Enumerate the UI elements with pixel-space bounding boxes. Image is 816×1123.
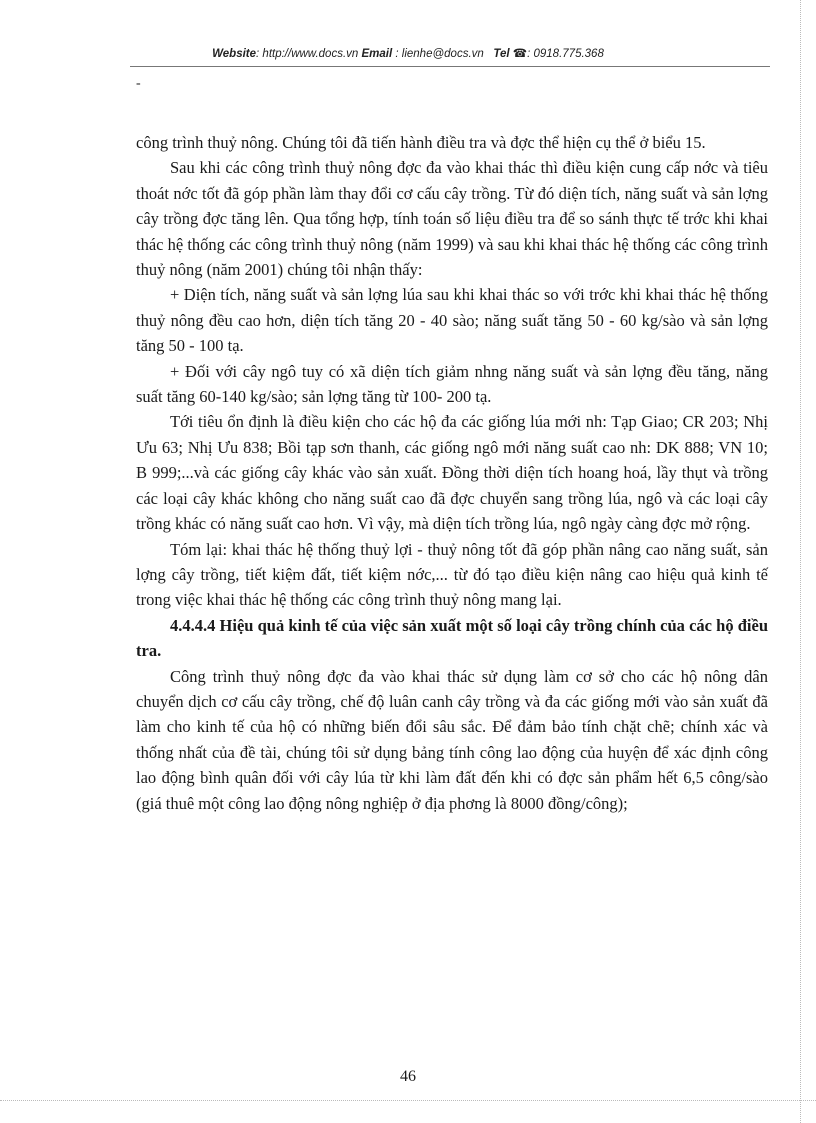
page-border-bottom [0,1100,816,1101]
page-header [0,46,816,60]
paragraph: công trình thuỷ nông. Chúng tôi đã tiến hành điều tra và đợc thể hiện cụ thể ở biểu 15. [136,133,706,152]
website-value: : http://www.docs.vn [256,48,359,60]
paragraph: Sau khi các công trình thuỷ nông đợc đa vào khai thác thì điều kiện cung cấp nớc và tiêu thoát nớc tốt đã góp phần làm thay đổi cơ cấu cây trồng. Từ đó diện tích, năng suất và sản lợng cây trồng đợc tăng lên. Qua tổng hợp, tính toán số liệu điều tra để so sánh thực tế trớc khi khai thác hệ thống các công trình thuỷ nông (năm 1999) và sau khi khai thác hệ thống các công trình thuỷ nông (năm 2001) chúng tôi nhận thấy: [136,158,768,280]
email-value: : lienhe@docs.vn [395,48,484,60]
document-body [136,130,768,816]
phone-icon: ☎ [512,48,528,60]
tel-label: Tel [493,48,510,60]
paragraph: + Đối với cây ngô tuy có xã diện tích giảm nhng năng suất và sản lợng đều tăng, năng suất tăng 60-140 kg/sào; sản lợng tăng từ 100- 200 tạ. [136,361,768,407]
page-border-right [800,0,801,1123]
tel-value: : 0918.775.368 [527,48,604,60]
paragraph: Tóm lại: khai thác hệ thống thuỷ lợi - thuỷ nông tốt đã góp phần nâng cao năng suất, sản lợng cây trồng, tiết kiệm đất, tiết kiệm nớc,... từ đó tạo điều kiện nâng cao hiệu quả kinh tế trong việc khai thác hệ thống các công trình thuỷ nông mang lại. [136,539,768,610]
website-label: Website [212,48,257,60]
section-heading: 4.4.4.4 Hiệu quả kinh tế của việc sản xuất một số loại cây trồng chính của các hộ điều tra. [136,615,768,661]
paragraph: Tới tiêu ổn định là điều kiện cho các hộ đa các giống lúa mới nh: Tạp Giao; CR 203; Nhị Ưu 63; Nhị Ưu 838; Bồi tạp sơn thanh, các giống ngô mới năng suất cao nh: DK 888; VN 10; B 999;...và các giống cây khác vào sản xuất. Đồng thời diện tích hoang hoá, lầy thụt và trồng các loại cây khác không cho năng suất cao đã đợc chuyển sang trồng lúa, ngô và các loại cây trồng khác có năng suất cao hơn. Vì vậy, mà diện tích trồng lúa, ngô ngày càng đợc mở rộng. [136,412,768,534]
email-label: Email [361,48,393,60]
dash-mark: - [136,76,141,91]
paragraph: Công trình thuỷ nông đợc đa vào khai thác sử dụng làm cơ sở cho các hộ nông dân chuyển dịch cơ cấu cây trồng, chế độ luân canh cây trồng và đa các giống mới vào sản xuất đã làm cho kinh tế của hộ có những biến đổi sâu sắc. Để đảm bảo tính chặt chẽ; chính xác và thống nhất của đề tài, chúng tôi sử dụng bảng tính công lao động của huyện để xác định công lao động bình quân đối với cây lúa từ khi làm đất đến khi có đợc sản phẩm hết 6,5 công/sào (giá thuê một công lao động nông nghiệp ở địa phơng là 8000 đồng/công); [136,666,768,813]
paragraph: + Diện tích, năng suất và sản lợng lúa sau khi khai thác so với trớc khi khai thác hệ thống thuỷ nông đều cao hơn, diện tích tăng 20 - 40 sào; năng suất tăng 50 - 60 kg/sào và sản lợng tăng 50 - 100 tạ. [136,285,768,356]
header-rule [130,66,770,67]
page-number: 46 [400,1068,416,1085]
